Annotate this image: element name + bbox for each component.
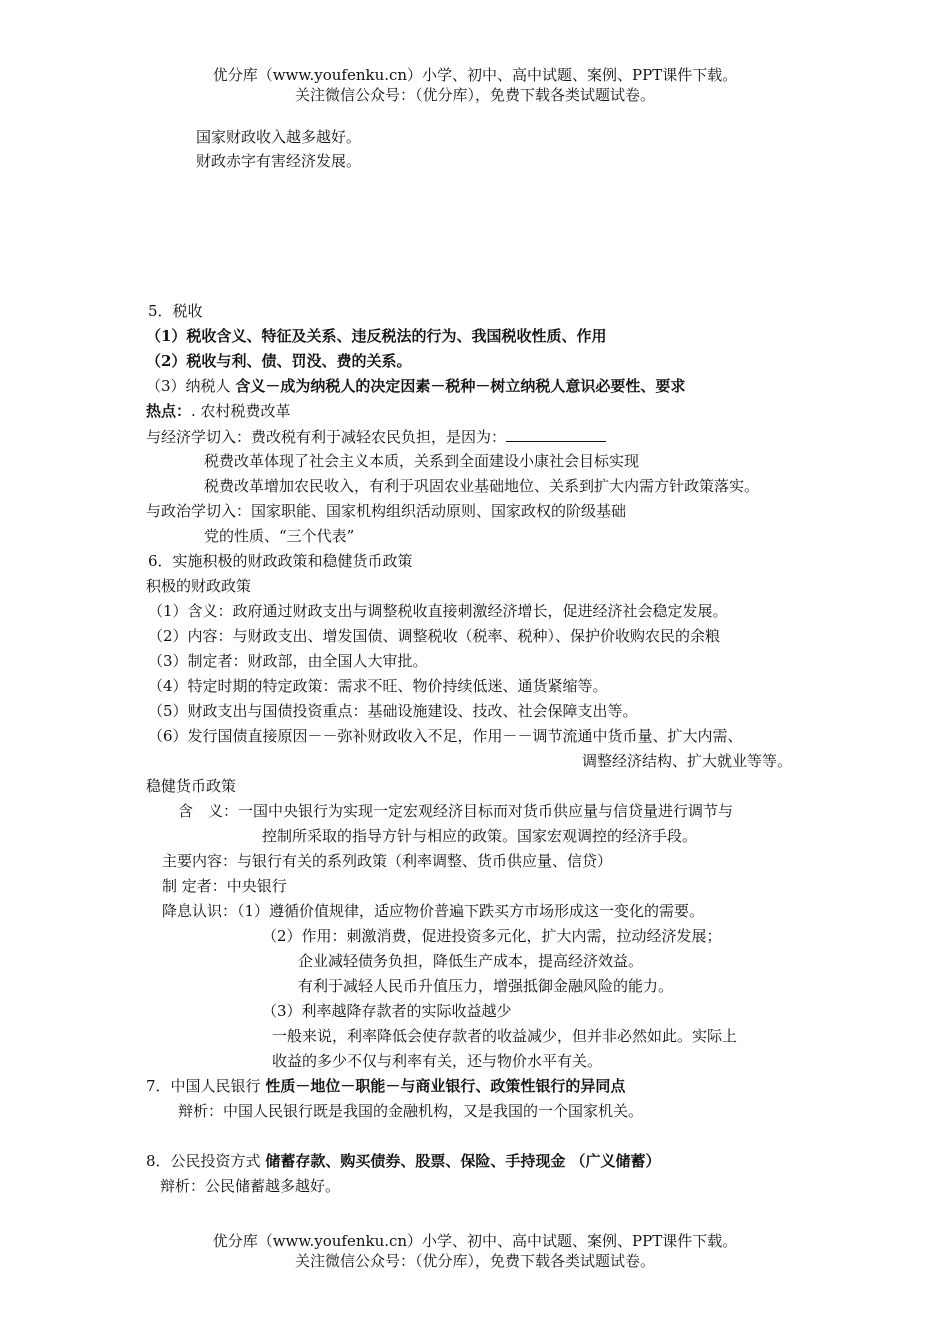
rate-cut-6: 一般来说，利率降低会使存款者的收益减少，但并非必然如此。实际上 xyxy=(272,1027,738,1045)
hot-label: 热点： xyxy=(146,402,192,420)
pol-line-2: 党的性质、“三个代表” xyxy=(204,527,355,545)
rate-cut-7: 收益的多少不仅与利率有关，还与物价水平有关。 xyxy=(272,1052,603,1070)
fiscal-item-4: （4）特定时期的特定政策：需求不旺、物价持续低迷、通货紧缩等。 xyxy=(148,677,608,695)
econ-line xyxy=(146,427,606,448)
section-7-bold: 性质－地位－职能－与商业银行、政策性银行的异同点 xyxy=(265,1077,626,1095)
section-7 xyxy=(146,1077,625,1097)
item-3-label: （3）纳税人 xyxy=(146,377,231,395)
header-line-2: 关注微信公众号：（优分库），免费下载各类试题试卷。 xyxy=(294,86,655,104)
econ-text: 与经济学切入：费改税有利于减轻农民负担，是因为： xyxy=(146,428,507,446)
section-8 xyxy=(146,1152,661,1172)
section-8-bold: 储蓄存款、购买债券、股票、保险、手持现金 （广义储蓄） xyxy=(265,1152,661,1170)
header-line-1: 优分库（www.youfenku.cn）小学、初中、高中试题、案例、PPT课件下载。 xyxy=(212,66,738,84)
pol-line: 与政治学切入：国家职能、国家机构组织活动原则、国家政权的阶级基础 xyxy=(146,502,627,520)
footer-line-1: 优分库（www.youfenku.cn）小学、初中、高中试题、案例、PPT课件下载。 xyxy=(212,1232,738,1250)
econ-line-2: 税费改革体现了社会主义本质，关系到全面建设小康社会目标实现 xyxy=(204,452,640,470)
statement-1: 国家财政收入越多越好。 xyxy=(196,128,362,146)
monetary-maker: 制 定者：中央银行 xyxy=(162,877,287,895)
section-5-title: 5．税收 xyxy=(148,302,203,320)
fiscal-title: 积极的财政政策 xyxy=(146,577,252,595)
section-8-label: 8．公民投资方式 xyxy=(146,1152,261,1170)
section-5-item-2: （2）税收与利、债、罚没、费的关系。 xyxy=(146,352,412,370)
section-5-item-3 xyxy=(146,377,685,397)
monetary-definition-cont: 控制所采取的指导方针与相应的政策。国家宏观调控的经济手段。 xyxy=(262,827,698,845)
rate-cut-1: 降息认识：（1）遵循价值规律，适应物价普遍下跌买方市场形成这一变化的需要。 xyxy=(162,902,705,920)
econ-line-3: 税费改革增加农民收入，有利于巩固农业基础地位、关系到扩大内需方针政策落实。 xyxy=(204,477,760,495)
fiscal-item-6: （6）发行国债直接原因－－弥补财政收入不足，作用－－调节流通中货币量、扩大内需、 xyxy=(148,727,743,745)
hot-text: . 农村税费改革 xyxy=(191,402,291,420)
monetary-definition: 含 义：一国中央银行为实现一定宏观经济目标而对货币供应量与信贷量进行调节与 xyxy=(178,802,734,820)
hot-topic xyxy=(146,402,291,422)
statement-2: 财政赤字有害经济发展。 xyxy=(196,152,362,170)
rate-cut-3: 企业减轻债务负担，降低生产成本，提高经济效益。 xyxy=(298,952,644,970)
rate-cut-4: 有利于减轻人民币升值压力，增强抵御金融风险的能力。 xyxy=(298,977,674,995)
answer-blank[interactable] xyxy=(506,427,606,442)
fiscal-item-3: （3）制定者：财政部，由全国人大审批。 xyxy=(148,652,428,670)
footer-line-2: 关注微信公众号：（优分库），免费下载各类试题试卷。 xyxy=(294,1252,655,1270)
section-7-label: 7．中国人民银行 xyxy=(146,1077,261,1095)
fiscal-item-5: （5）财政支出与国债投资重点：基础设施建设、技改、社会保障支出等。 xyxy=(148,702,638,720)
fiscal-item-2: （2）内容：与财政支出、增发国债、调整税收（税率、税种）、保护价收购农民的余粮 xyxy=(148,627,721,645)
section-7-note: 辩析：中国人民银行既是我国的金融机构，又是我国的一个国家机关。 xyxy=(178,1102,644,1120)
section-8-note: 辩析：公民储蓄越多越好。 xyxy=(160,1177,341,1195)
section-6-title: 6．实施积极的财政政策和稳健货币政策 xyxy=(148,552,413,570)
monetary-content: 主要内容：与银行有关的系列政策（利率调整、货币供应量、信贷） xyxy=(162,852,613,870)
section-5-item-1: （1）税收含义、特征及关系、违反税法的行为、我国税收性质、作用 xyxy=(146,327,607,345)
item-3-bold: 含义－成为纳税人的决定因素－税种－树立纳税人意识必要性、要求 xyxy=(235,377,686,395)
rate-cut-5: （3）利率越降存款者的实际收益越少 xyxy=(262,1002,512,1020)
fiscal-item-1: （1）含义：政府通过财政支出与调整税收直接刺激经济增长，促进经济社会稳定发展。 xyxy=(148,602,728,620)
fiscal-item-6-cont: 调整经济结构、扩大就业等等。 xyxy=(582,752,793,770)
rate-cut-2: （2）作用：刺激消费，促进投资多元化，扩大内需，拉动经济发展； xyxy=(262,927,722,945)
monetary-title: 稳健货币政策 xyxy=(146,777,237,795)
